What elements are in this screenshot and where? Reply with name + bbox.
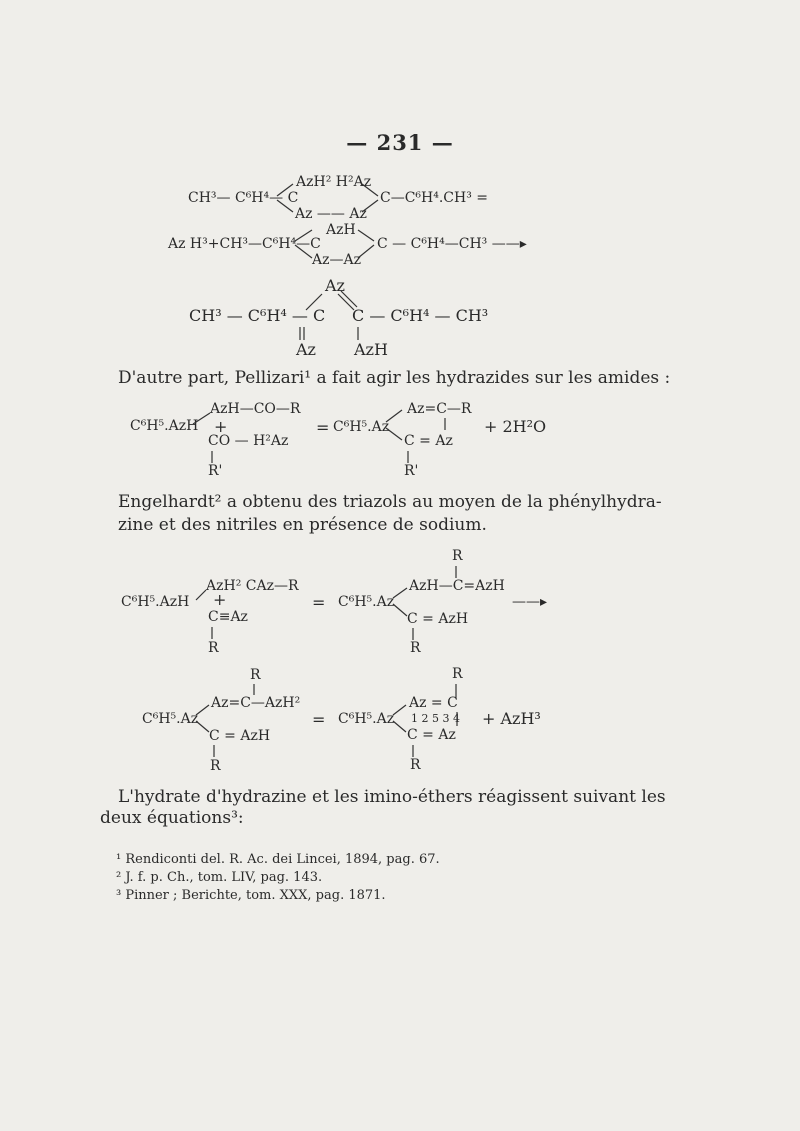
formula-text: Az=C—R — [407, 401, 472, 417]
formula-text: = — [312, 710, 326, 729]
formula-text: Az—Az — [312, 252, 361, 268]
formula-text: Az = C — [409, 695, 458, 711]
ring-numbers: 1 2 5 3 4 — [411, 712, 460, 725]
formula-text: CH³ — C⁶H⁴ — C — [189, 306, 326, 325]
footnote: ³ Pinner ; Berichte, tom. XXX, pag. 1871. — [116, 888, 386, 903]
formula-text: Az —— Az — [295, 206, 367, 222]
formula-text: C — C⁶H⁴ — CH³ — [352, 306, 489, 325]
formula-text: C—C⁶H⁴.CH³ = — [380, 190, 489, 206]
page-number: — 231 — — [346, 130, 454, 155]
formula-text: C = Az — [407, 727, 456, 743]
formula-text: + — [214, 417, 228, 436]
formula-text: AzH² H²Az — [296, 174, 372, 190]
formula-text: = — [312, 593, 326, 612]
formula-text: + AzH³ — [482, 709, 541, 728]
formula-text: R' — [404, 463, 419, 479]
formula-text: C≡Az — [208, 609, 248, 625]
text-line: deux équations³: — [100, 808, 244, 828]
formula-text: C — C⁶H⁴—CH³ ——▸ — [377, 236, 527, 252]
formula-text: + — [213, 590, 227, 609]
formula-text: + 2H²O — [484, 417, 547, 436]
formula-text: Az H³+CH³—C⁶H⁴—C — [168, 236, 321, 252]
formula-text: R — [208, 640, 219, 656]
formula-text: C = AzH — [407, 611, 469, 627]
footnote: ² J. f. p. Ch., tom. LIV, pag. 143. — [116, 870, 323, 885]
formula-text: C⁶H⁵.Az — [142, 711, 199, 727]
formula-text: C⁶H⁵.Az — [338, 711, 395, 727]
formula-text: R — [410, 757, 421, 773]
formula-text: ——▸ — [512, 594, 548, 610]
text-line: L'hydrate d'hydrazine et les imino-éthers réagissent suivant les — [118, 787, 666, 807]
formula-text: CO — H²Az — [208, 433, 289, 449]
formula-text: Az — [325, 276, 345, 295]
formula-text: AzH² CAz—R — [206, 578, 299, 594]
formula-text: R — [250, 667, 261, 683]
formula-text: Az=C—AzH² — [211, 695, 301, 711]
formula-text: AzH — [354, 340, 388, 359]
formula-text: C⁶H⁵.AzH — [121, 594, 190, 610]
formula-text: AzH—C=AzH — [409, 578, 505, 594]
text-line: Engelhardt² a obtenu des triazols au moyen de la phénylhydra- — [118, 492, 662, 512]
text-line: D'autre part, Pellizari¹ a fait agir les hydrazides sur les amides : — [118, 368, 671, 388]
formula-text: C = AzH — [209, 728, 271, 744]
formula-text: Az — [296, 340, 316, 359]
formula-text: C⁶H⁵.Az — [333, 419, 390, 435]
formula-text: R — [410, 640, 421, 656]
formula-text: C⁶H⁵.AzH — [130, 418, 199, 434]
formula-text: R — [452, 666, 463, 682]
formula-text: R — [210, 758, 221, 774]
formula-text: = — [316, 418, 330, 437]
text-line: zine et des nitriles en présence de sodium. — [118, 515, 487, 535]
formula-text: C⁶H⁵.Az — [338, 594, 395, 610]
footnote: ¹ Rendiconti del. R. Ac. dei Lincei, 1894, pag. 67. — [116, 852, 440, 867]
formula-text: C = Az — [404, 433, 453, 449]
formula-text: R — [452, 548, 463, 564]
formula-text: AzH—CO—R — [210, 401, 301, 417]
formula-text: CH³— C⁶H⁴— C — [188, 190, 299, 206]
formula-text: R' — [208, 463, 223, 479]
formula-text: AzH — [326, 222, 356, 238]
